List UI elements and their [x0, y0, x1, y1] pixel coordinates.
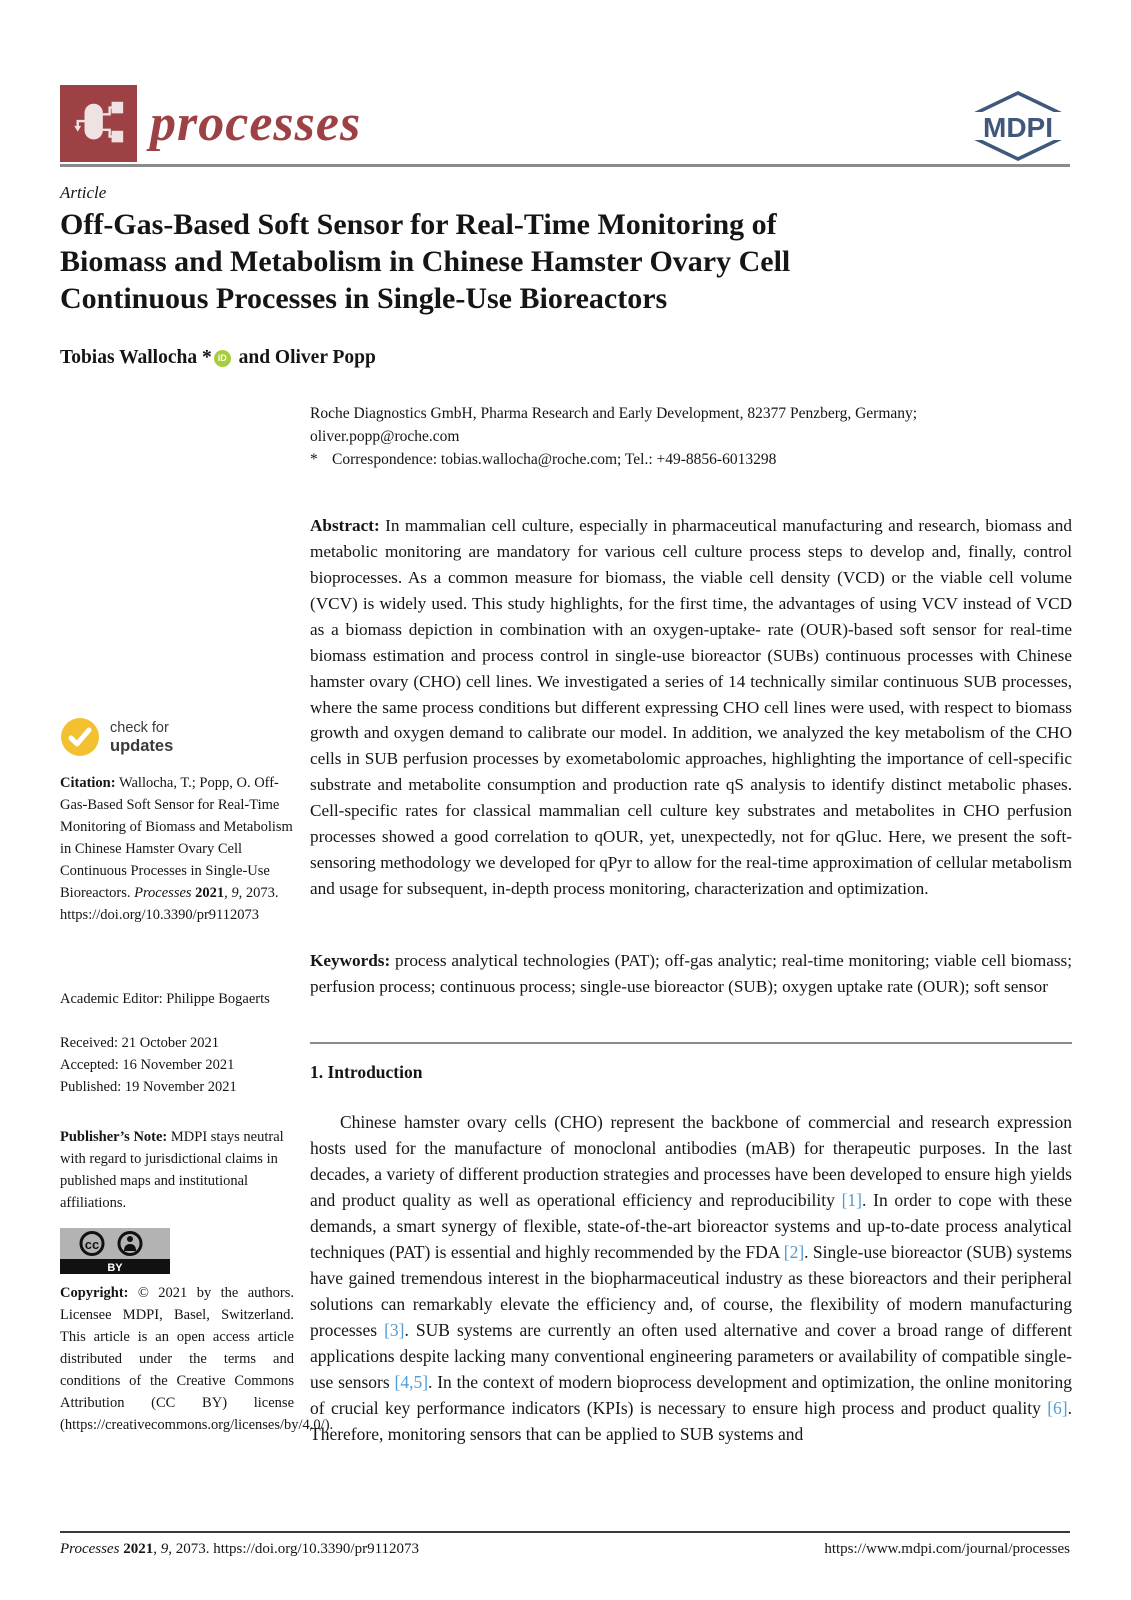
keywords-paragraph: [310, 948, 1072, 1000]
reference-link[interactable]: [2]: [783, 1241, 805, 1262]
paragraph-text: . Single-use bioreactor (SUB) systems have gained tremendous interest in the biopharmaceutical industry as these bioreactors and their peripheral solutions can remarkably elevate the efficiency and, of course, the flexibility of modern manufacturing processes: [310, 1241, 1072, 1340]
footer-journal-url[interactable]: https://www.mdpi.com/journal/processes: [824, 1541, 1070, 1557]
footer-volume: 9: [160, 1541, 169, 1557]
introduction-paragraph: [310, 1109, 1072, 1447]
header-divider: [60, 164, 1070, 167]
title-line-1: Off-Gas-Based Soft Sensor for Real-Time Monitoring of: [60, 208, 777, 241]
cc-by-icon: [60, 1228, 170, 1274]
reference-link[interactable]: [1]: [841, 1189, 862, 1210]
paragraph-text: Chinese hamster ovary cells (CHO) represent the backbone of commercial and research expression hosts used for the manufacture of monoclonal antibodies (mAB) for therapeutic purposes. In the last decades, a variety of different production strategies and processes have been developed to ensure high yields and product quality as well as operational efficiency and reproducibility: [310, 1111, 1072, 1210]
mdpi-logo-text: MDPI: [983, 112, 1053, 143]
affiliation-block: [310, 402, 1072, 471]
reference-link[interactable]: [6]: [1047, 1397, 1068, 1418]
check-for-updates-line1: check for: [110, 719, 169, 736]
journal-title: processes: [150, 95, 362, 152]
publishers-note-block: [60, 1126, 294, 1214]
correspondence-text[interactable]: Correspondence: tobias.wallocha@roche.com; Tel.: +49-8856-6013298: [332, 451, 777, 468]
publishers-note-text: MDPI stays neutral with regard to jurisdictional claims in published maps and institutional affiliations.: [60, 1129, 284, 1211]
academic-editor-line: Academic Editor: Philippe Bogaerts: [60, 991, 270, 1007]
footer-citation: [60, 1541, 419, 1558]
abstract-text: In mammalian cell culture, especially in pharmaceutical manufacturing and research, biomass and metabolic monitoring are mandatory for various cell culture process steps to develop and, finally, control bioprocesses. As a common measure for biomass, the viable cell density (VCD) or the viable cell volume (VCV) is widely used. This study highlights, for the first time, the advantages of using VCV instead of VCD as a biomass depiction in combination with an oxygen-uptake- rate (OUR)-based soft sensor for real-time biomass estimation and process control in single-use bioreactor (SUBs) continuous processes with Chinese hamster ovary (CHO) cell lines. We investigated a series of 14 technically similar continuous SUB processes, where the same process conditions but different expressing CHO cell lines were used, with respect to biomass growth and oxygen demand to calibrate our model. In addition, we analyzed the key metabolism of the CHO cells in SUB perfusion processes by exometabolomic approaches, highlighting the importance of cell-specific substrate and metabolite consumption and production rate qS analysis to identify distinct metabolic phases. Cell-specific rates for classical mammalian cell culture key substrates and metabolites in CHO perfusion processes showed a good correlation to qOUR, yet, unexpectedly, not for qGluc. Here, we present the soft-sensoring methodology we developed for qPyr to allow for the real-time approximation of cellular metabolism and usage for subsequent, in-depth process monitoring, characterization and optimization.: [310, 516, 1072, 898]
footer-year: 2021: [123, 1541, 154, 1557]
received-date: Received: 21 October 2021: [60, 1035, 220, 1051]
author-1: Tobias Wallocha: [60, 347, 198, 368]
copyright-block: [60, 1282, 334, 1436]
cc-by-license-badge[interactable]: [60, 1228, 294, 1281]
corresponding-author-marker: *: [201, 347, 212, 368]
title-line-3: Continuous Processes in Single-Use Bioreactors: [60, 282, 668, 315]
reference-link[interactable]: [4,5]: [394, 1371, 429, 1392]
processes-journal-logo: [60, 85, 137, 162]
cc-by-label: BY: [107, 1262, 123, 1274]
footer-divider: [60, 1531, 1070, 1533]
citation-text: Wallocha, T.; Popp, O. Off-Gas-Based Soft Sensor for Real-Time Monitoring of Biomass and Metabolism in Chinese Hamster Ovary Cell Continuous Processes in Single-Use Bioreactors.: [60, 775, 293, 901]
footer-journal: Processes: [60, 1541, 124, 1557]
citation-volume: 9: [231, 885, 239, 901]
citation-journal: Processes: [134, 885, 196, 901]
check-for-updates-line2: updates: [110, 736, 174, 755]
abstract-label: Abstract:: [310, 516, 380, 536]
paper-title: [60, 206, 960, 317]
footer-separator: ,: [153, 1541, 161, 1557]
citation-separator: ,: [224, 885, 232, 901]
copyright-text: © 2021 by the authors. Licensee MDPI, Basel, Switzerland. This article is an open access article distributed under the terms and conditions of the Creative Commons Attribution (CC BY) license (https://creativecommons.org/licenses/by/4.0/).: [60, 1285, 334, 1433]
correspondence-star: *: [310, 451, 318, 468]
history-dates-block: [60, 1032, 294, 1098]
published-date: Published: 19 November 2021: [60, 1079, 237, 1095]
citation-doi[interactable]: , 2073. https://doi.org/10.3390/pr9112073: [60, 885, 279, 923]
copyright-label: Copyright:: [60, 1285, 129, 1301]
affiliation-email[interactable]: oliver.popp@roche.com: [310, 428, 460, 445]
publishers-note-label: Publisher’s Note:: [60, 1129, 168, 1145]
check-icon: [60, 717, 100, 757]
affiliation-line: Roche Diagnostics GmbH, Pharma Research and Early Development, 82377 Penzberg, Germany;: [310, 405, 918, 422]
author-2: and Oliver Popp: [238, 347, 376, 368]
paragraph-text: . In the context of modern bioprocess development and optimization, the online monitoring of crucial key performance indicators (KPIs) is necessary to ensure high process and product quality: [310, 1371, 1072, 1418]
correspondence-line: [310, 448, 1072, 471]
title-line-2: Biomass and Metabolism in Chinese Hamster Ovary Cell: [60, 245, 791, 278]
check-for-updates-text: [110, 719, 173, 756]
mdpi-hexagon-icon: [964, 90, 1072, 162]
check-for-updates-badge[interactable]: [60, 717, 294, 757]
article-type-label: Article: [60, 183, 107, 202]
keywords-divider: [310, 1042, 1072, 1044]
abstract-paragraph: [310, 513, 1072, 902]
citation-label: Citation:: [60, 775, 116, 791]
paragraph-text: . SUB systems are currently an often used alternative and cover a broad range of different applications despite lacking many conventional engineering parameters or availability of compatible single-use sensors: [310, 1319, 1073, 1392]
citation-year: 2021: [195, 885, 225, 901]
svg-text:cc: cc: [84, 1237, 100, 1252]
accepted-date: Accepted: 16 November 2021: [60, 1057, 235, 1073]
mdpi-logo: [964, 90, 1072, 162]
footer-doi-link[interactable]: , 2073. https://doi.org/10.3390/pr9112073: [168, 1541, 420, 1557]
citation-block: [60, 772, 294, 926]
paragraph-text: . In order to cope with these demands, a smart synergy of flexible, state-of-the-art bioreactor systems and up-to-date process analytical techniques (PAT) is essential and highly recommended by the FDA: [310, 1189, 1073, 1262]
reference-link[interactable]: [3]: [384, 1319, 405, 1340]
keywords-text: process analytical technologies (PAT); off-gas analytic; real-time monitoring; viable cell biomass; perfusion process; continuous process; single-use bioreactor (SUB); oxygen uptake rate (OUR); soft sensor: [310, 951, 1072, 997]
keywords-label: Keywords:: [310, 951, 391, 971]
bioreactor-icon: [70, 95, 128, 153]
orcid-icon[interactable]: iD: [214, 350, 231, 367]
author-line: [60, 347, 376, 369]
section-heading-introduction: 1. Introduction: [310, 1062, 423, 1082]
paragraph-text: . Therefore, monitoring sensors that can be applied to SUB systems and: [310, 1397, 1072, 1444]
